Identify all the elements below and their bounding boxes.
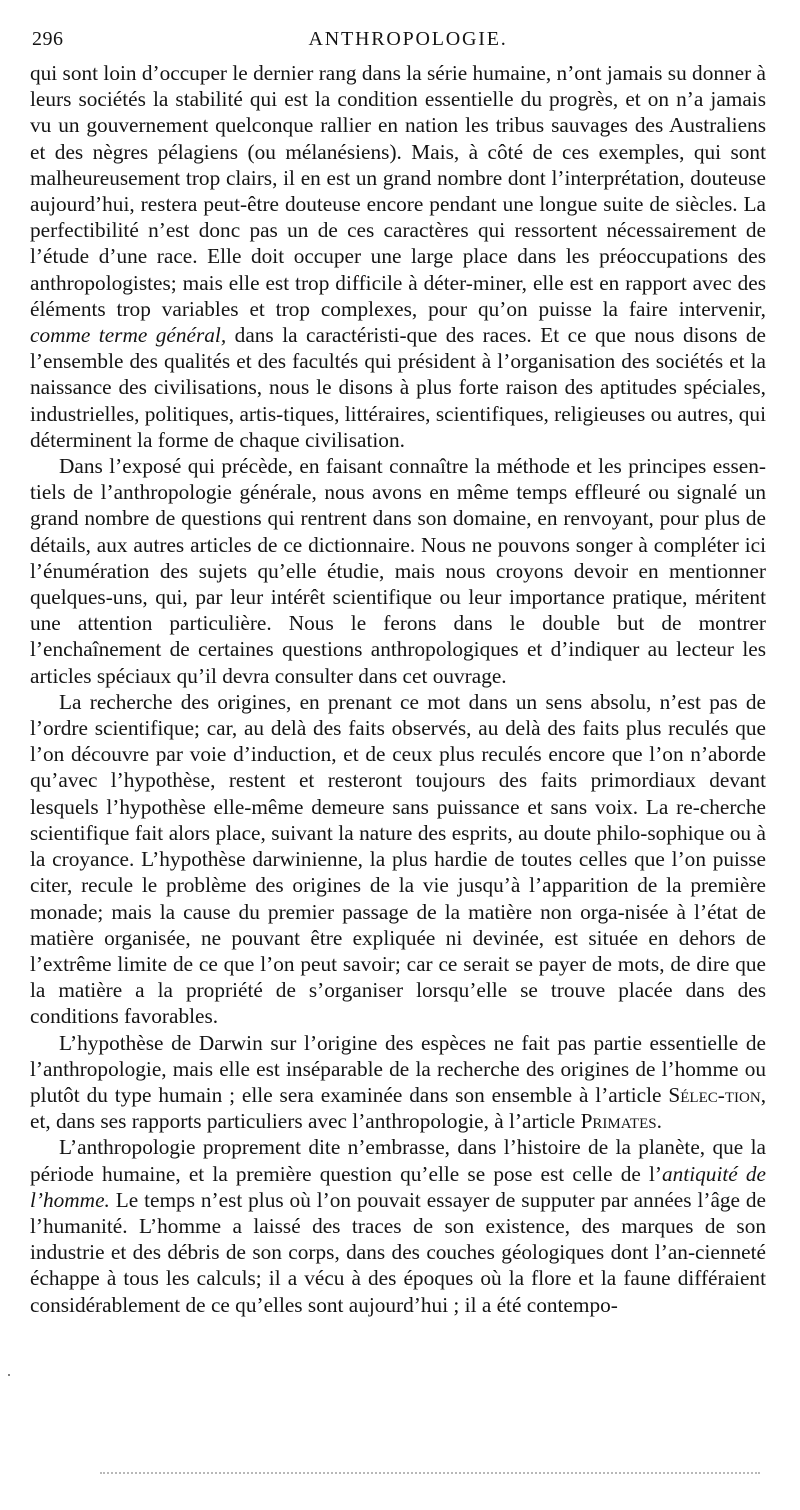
paragraph-1-text-end: dans la caractéristi-que des races. Et ce que nous disons de l’ensemble des qualités et des facultés qui président à l’organisation des sociétés et la naissance des civilisations, nous le disons à plus forte raison des aptitudes spéciales, industrielles, politiques, artis-tiques, littéraires, scientifiques, religieuses ou autres, qui déterminent la forme de chaque civilisation.	[30, 323, 767, 452]
paragraph-2	[30, 453, 766, 689]
paragraph-1-text: qui sont loin d’occuper le dernier rang dans la série humaine, n’ont jamais su donner à leurs sociétés la stabilité qui est la condition essentielle du progrès, et on n’a jamais vu un gouvernement quelconque rallier en nation les tribus sauvages des Australiens et des nègres pélagiens (ou mélanésiens). Mais, à côté de ces exemples, qui sont malheureusement trop clairs, il en est un grand nombre dont l’interprétation, douteuse aujourd’hui, restera peut-être douteuse encore pendant une longue suite de siècles. La perfectibilité n’est donc pas un de ces caractères qui ressortent nécessairement de l’étude d’une race. Elle doit occuper une large place dans les préoccupations des anthropologistes; mais elle est trop difficile à déter-miner, elle est en rapport avec des éléments trop variables et trop complexes, pour qu’on puisse la faire intervenir,	[30, 61, 766, 321]
paragraph-4-text-mid: , et, dans ses rapports particuliers avec l’anthropologie, à l’article	[30, 1082, 767, 1134]
paragraph-5-text-end: Le temps n’est plus où l’on pouvait essayer de supputer par années l’âge de l’humanité. L’homme a laissé des traces de son existence, des marques de son industrie et des débris de son corps, dans des couches géologiques dont l’an-cienneté échappe à tous les calculs; il a vécu à des époques où la flore et la faune différaient considérablement de ce qu’elles sont aujourd’hui ; il a été contempo-	[30, 1187, 766, 1317]
paragraph-1-italic: comme terme général,	[30, 323, 227, 348]
page-number: 296	[32, 28, 64, 50]
paragraph-3-text: La recherche des origines, en prenant ce mot dans un sens absolu, n’est pas de l’ordre scientifique; car, au delà des faits observés, au delà des faits plus reculés que l’on découvre par voie d’induction, et de ceux plus reculés encore que l’on n’aborde qu’avec l’hypothèse, restent et resteront toujours des faits primordiaux devant lesquels l’hypothèse elle-même demeure sans puissance et sans voix. La re-cherche scientifique fait alors place, suivant la nature des esprits, au doute philo-sophique ou à la croyance. L’hypothèse darwinienne, la plus hardie de toutes celles que l’on puisse citer, recule le problème des origines de la vie jusqu’à l’apparition de la première monade; mais la cause du premier passage de la matière non orga-nisée à l’état de matière organisée, ne pouvant être expliquée ni devinée, est située en dehors de l’extrême limite de ce que l’on peut savoir; car ce serait se payer de mots, de dire que la matière a la propriété de s’organiser lorsqu’elle se trouve placée dans des conditions favorables.	[30, 689, 766, 1029]
faded-bottom-line	[100, 1472, 760, 1474]
paragraph-1	[30, 60, 766, 453]
paragraph-4-text-end: .	[656, 1109, 662, 1134]
paragraph-4	[30, 1030, 766, 1135]
paragraph-5	[30, 1134, 766, 1317]
paragraph-2-text: Dans l’exposé qui précède, en faisant connaître la méthode et les principes essen-tiels de l’anthropologie générale, nous avons en même temps effleuré ou signalé un grand nombre de questions qui rentrent dans son domaine, en renvoyant, pour plus de détails, aux autres articles de ce dictionnaire. Nous ne pouvons songer à compléter ici l’énumération des sujets qu’elle étudie, mais nous croyons devoir en mentionner quelques-uns, qui, par leur intérêt scientifique ou leur importance pratique, méritent une attention particulière. Nous le ferons dans le double but de montrer l’enchaînement de certaines questions anthropologiques et d’indiquer au lecteur les articles spéciaux qu’il devra consulter dans cet ouvrage.	[30, 454, 766, 688]
running-title: ANTHROPOLOGIE.	[308, 28, 508, 50]
paragraph-5-text: L’anthropologie proprement dite n’embrasse, dans l’histoire de la planète, que la période humaine, et la première question qu’elle se pose est celle de l’	[30, 1135, 766, 1186]
paragraph-4-text: L’hypothèse de Darwin sur l’origine des espèces ne fait pas partie essentielle de l’anthropologie, mais elle est inséparable de la recherche des origines de l’homme ou plutôt du type humain ; elle sera examinée dans son ensemble à l’article	[30, 1030, 766, 1107]
paragraph-3	[30, 689, 766, 1030]
cross-reference-selection: Sélec-tion	[668, 1082, 761, 1107]
running-head	[30, 26, 766, 60]
margin-mark	[8, 1374, 10, 1376]
book-page	[30, 26, 766, 1318]
paragraph-5-italic: antiquité de l’homme.	[30, 1161, 767, 1212]
cross-reference-primates: Primates	[580, 1109, 657, 1134]
body-text	[30, 60, 766, 1318]
